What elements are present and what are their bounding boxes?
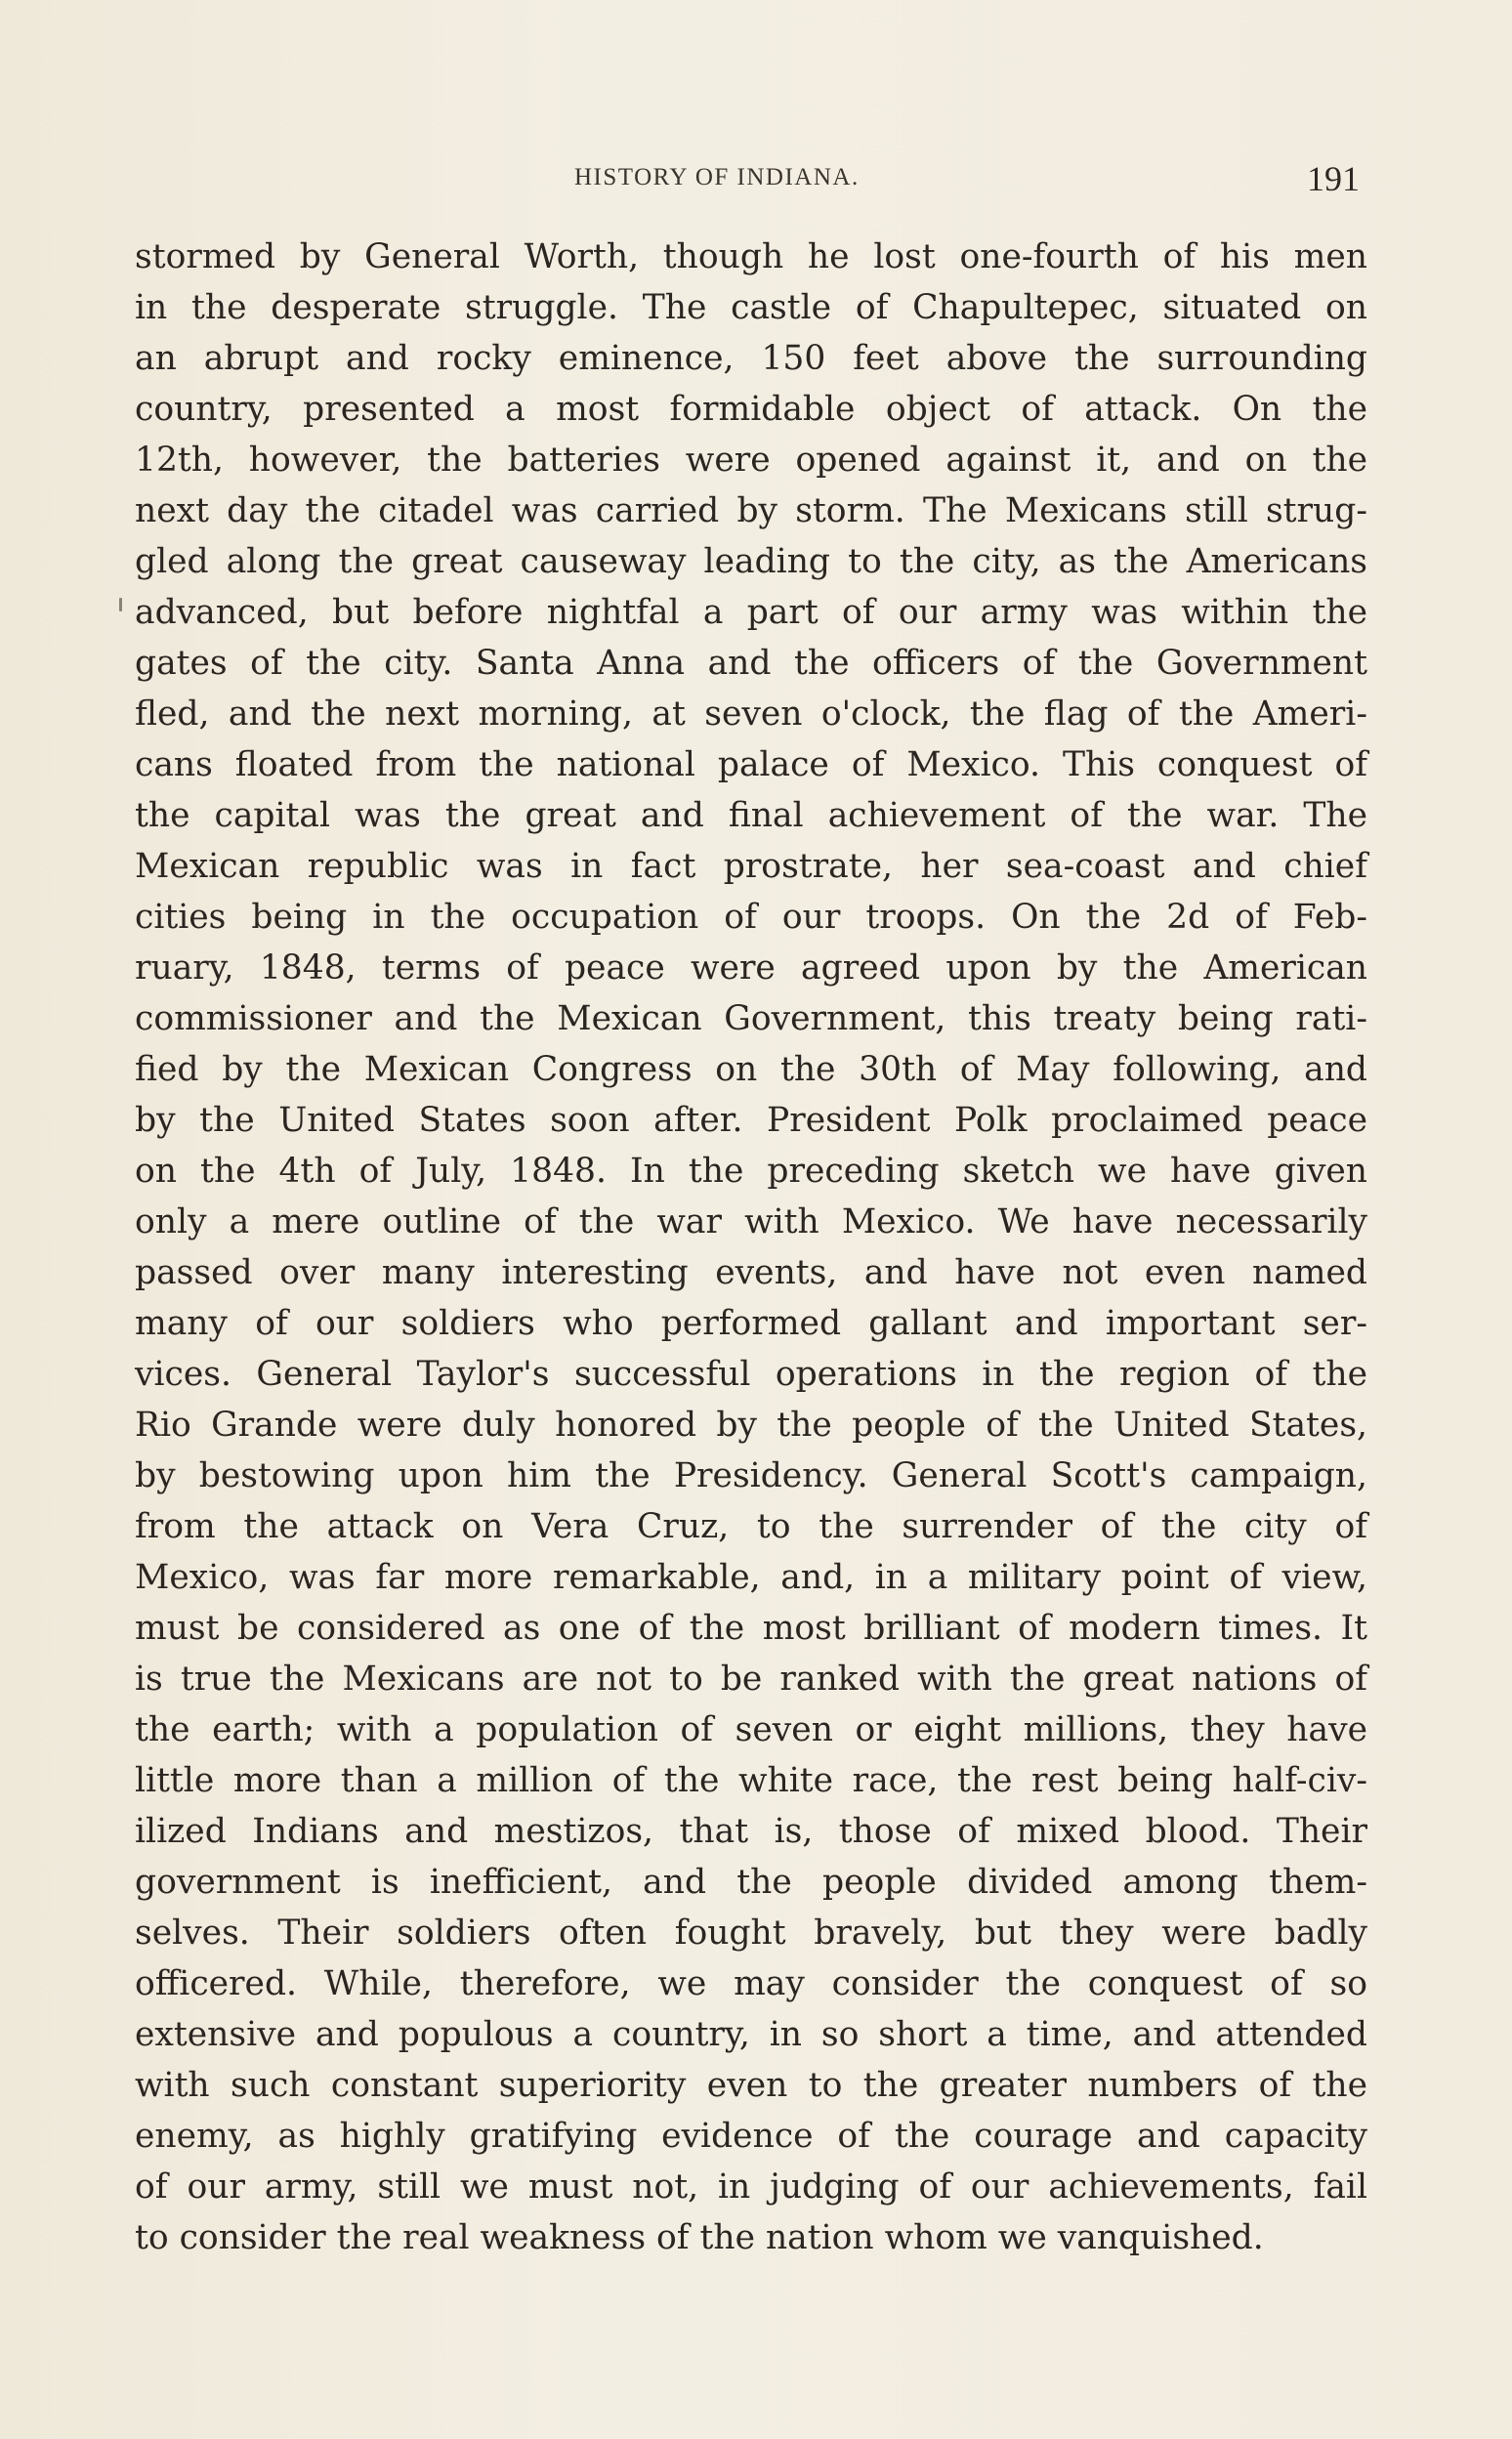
- text-line: by bestowing upon him the Presidency. General Scott's campaign,: [135, 1456, 1367, 1495]
- text-line: country, presented a most formidable object of attack. On the: [135, 390, 1367, 429]
- text-line: on the 4th of July, 1848. In the preceding sketch we have given: [135, 1152, 1367, 1191]
- text-line: only a mere outline of the war with Mexico. We have necessarily: [135, 1202, 1367, 1241]
- text-line: vices. General Taylor's successful operations in the region of the: [135, 1355, 1367, 1394]
- text-line: ruary, 1848, terms of peace were agreed upon by the American: [135, 948, 1367, 988]
- text-line: government is inefficient, and the people divided among them-: [135, 1863, 1367, 1902]
- text-line: extensive and populous a country, in so short a time, and attended: [135, 2015, 1367, 2054]
- text-line: little more than a million of the white race, the rest being half-civ-: [135, 1761, 1367, 1800]
- text-line: fied by the Mexican Congress on the 30th of May following, and: [135, 1050, 1367, 1089]
- text-line: in the desperate struggle. The castle of Chapultepec, situated on: [135, 288, 1367, 327]
- text-line: 12th, however, the batteries were opened against it, and on the: [135, 441, 1367, 480]
- text-line: officered. While, therefore, we may consider the conquest of so: [135, 1964, 1367, 2003]
- text-line: the earth; with a population of seven or eight millions, they have: [135, 1710, 1367, 1749]
- text-line: advanced, but before nightfal a part of our army was within the: [135, 593, 1367, 632]
- page-number: 191: [1307, 159, 1360, 198]
- text-line: gled along the great causeway leading to the city, as the Americans: [135, 542, 1367, 581]
- text-line: by the United States soon after. President Polk proclaimed peace: [135, 1101, 1367, 1140]
- text-line: with such constant superiority even to the greater numbers of the: [135, 2066, 1367, 2105]
- text-line: from the attack on Vera Cruz, to the surrender of the city of: [135, 1507, 1367, 1546]
- text-line: many of our soldiers who performed gallant and important ser-: [135, 1304, 1367, 1343]
- text-line: an abrupt and rocky eminence, 150 feet above the surrounding: [135, 339, 1367, 378]
- text-line: of our army, still we must not, in judging of our achievements, fail: [135, 2167, 1367, 2207]
- text-line: Mexico, was far more remarkable, and, in a military point of view,: [135, 1558, 1367, 1597]
- running-title: HISTORY OF INDIANA.: [574, 164, 860, 190]
- text-line: commissioner and the Mexican Government, this treaty being rati-: [135, 999, 1367, 1038]
- text-line: fled, and the next morning, at seven o'clock, the flag of the Ameri-: [135, 694, 1367, 734]
- text-line: enemy, as highly gratifying evidence of the courage and capacity: [135, 2117, 1367, 2156]
- text-line: stormed by General Worth, though he lost one-fourth of his men: [135, 237, 1367, 276]
- text-line: cities being in the occupation of our troops. On the 2d of Feb-: [135, 898, 1367, 937]
- text-line: cans floated from the national palace of Mexico. This conquest of: [135, 745, 1367, 784]
- text-line: Mexican republic was in fact prostrate, her sea-coast and chief: [135, 847, 1367, 886]
- text-line: selves. Their soldiers often fought bravely, but they were badly: [135, 1913, 1367, 1953]
- text-line: Rio Grande were duly honored by the people of the United States,: [135, 1406, 1367, 1445]
- text-line: the capital was the great and final achievement of the war. The: [135, 796, 1367, 835]
- text-line: gates of the city. Santa Anna and the officers of the Government: [135, 644, 1367, 683]
- text-line: passed over many interesting events, and have not even named: [135, 1253, 1367, 1292]
- text-line: next day the citadel was carried by storm. The Mexicans still strug-: [135, 491, 1367, 530]
- margin-speck: [119, 598, 122, 611]
- text-line: is true the Mexicans are not to be ranked with the great nations of: [135, 1660, 1367, 1699]
- body-text: [135, 231, 1367, 2263]
- text-line: ilized Indians and mestizos, that is, those of mixed blood. Their: [135, 1812, 1367, 1851]
- text-line: must be considered as one of the most brilliant of modern times. It: [135, 1609, 1367, 1648]
- running-head: [0, 159, 1512, 203]
- text-line: to consider the real weakness of the nation whom we vanquished.: [135, 2218, 1264, 2257]
